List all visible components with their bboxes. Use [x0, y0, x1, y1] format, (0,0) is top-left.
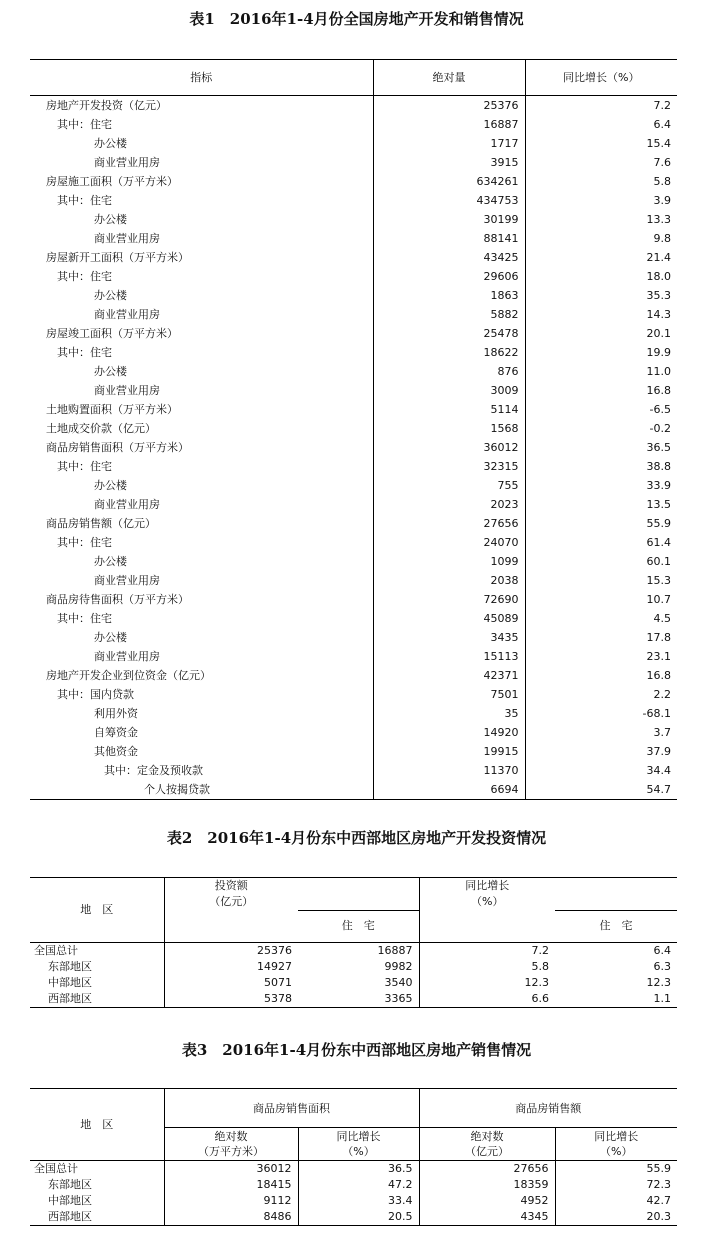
absolute-value: 14920 — [373, 723, 525, 742]
growth-value: 61.4 — [646, 536, 671, 549]
invest-value: 25376 — [257, 944, 292, 957]
absolute-value: 755 — [373, 476, 525, 495]
absolute-value: 18622 — [373, 343, 525, 362]
growth-value: 15.3 — [646, 574, 671, 587]
growth-value: 38.8 — [646, 460, 671, 473]
table-row — [30, 381, 677, 400]
table-row — [30, 975, 677, 991]
table2-title: 表2 2016年1-4月份东中西部地区房地产开发投资情况 — [166, 829, 547, 847]
sales-area-value: 8486 — [164, 1209, 298, 1226]
indicator-label: 其中：国内贷款 — [30, 685, 373, 704]
absolute-value: 15113 — [373, 647, 525, 666]
table2-header-growth-residential: 住 宅 — [555, 910, 677, 943]
region-label: 全国总计 — [30, 1161, 164, 1178]
table-row — [30, 1161, 677, 1178]
table2-header-growth-blank — [419, 910, 555, 943]
indicator-label: 其中：住宅 — [30, 191, 373, 210]
indicator-label: 自筹资金 — [30, 723, 373, 742]
indicator-label: 商业营业用房 — [30, 305, 373, 324]
invest-value: 14927 — [257, 960, 292, 973]
table-row — [30, 134, 677, 153]
table-row — [30, 438, 677, 457]
indicator-label: 土地成交价款（亿元） — [30, 419, 373, 438]
table-row — [30, 723, 677, 742]
growth-value: 36.5 — [646, 441, 671, 454]
sales-amount-growth: 42.7 — [646, 1194, 671, 1207]
region-label: 东部地区 — [30, 1177, 164, 1193]
indicator-label: 办公楼 — [30, 362, 373, 381]
indicator-label: 办公楼 — [30, 552, 373, 571]
growth-value: 5.8 — [653, 175, 671, 188]
table-row — [30, 343, 677, 362]
table-row — [30, 552, 677, 571]
table-row — [30, 419, 677, 438]
growth-value: 35.3 — [646, 289, 671, 302]
indicator-label: 其中：定金及预收款 — [30, 761, 373, 780]
table1-header-absolute: 绝对量 — [373, 60, 525, 96]
region-label: 全国总计 — [30, 943, 164, 960]
absolute-value: 32315 — [373, 457, 525, 476]
absolute-value: 72690 — [373, 590, 525, 609]
indicator-label: 房地产开发投资（亿元） — [30, 96, 373, 116]
table2-header-invest: 投资额 （亿元） — [164, 878, 298, 911]
indicator-label: 其中：住宅 — [30, 533, 373, 552]
indicator-label: 商业营业用房 — [30, 153, 373, 172]
indicator-label: 房屋施工面积（万平方米） — [30, 172, 373, 191]
table-row — [30, 248, 677, 267]
absolute-value: 35 — [373, 704, 525, 723]
growth-value: -68.1 — [642, 707, 671, 720]
growth-value: -6.5 — [649, 403, 671, 416]
table-row — [30, 685, 677, 704]
table-row — [30, 609, 677, 628]
table2-header-invest-residential: 住 宅 — [298, 910, 419, 943]
absolute-value: 876 — [373, 362, 525, 381]
growth-value: 13.3 — [646, 213, 671, 226]
absolute-value: 25376 — [373, 96, 525, 116]
sales-amount-growth: 72.3 — [646, 1178, 671, 1191]
table-row — [30, 761, 677, 780]
growth-value: 6.4 — [653, 118, 671, 131]
absolute-value: 16887 — [373, 115, 525, 134]
sales-area-growth: 20.5 — [298, 1209, 419, 1226]
table-row — [30, 267, 677, 286]
table2-header-invest-blank — [164, 910, 298, 943]
growth-value: 7.2 — [653, 99, 671, 112]
growth-residential-value: 12.3 — [646, 976, 671, 989]
growth-value: 16.8 — [646, 384, 671, 397]
table3-sub-amount-growth: 同比增长 （%） — [555, 1128, 677, 1161]
invest-value: 5378 — [164, 991, 298, 1008]
growth-value: 9.8 — [653, 232, 671, 245]
table-row — [30, 476, 677, 495]
absolute-value: 42371 — [373, 666, 525, 685]
table-row — [30, 153, 677, 172]
table2-header-invest-spacer — [298, 878, 419, 911]
growth-value: 55.9 — [646, 517, 671, 530]
growth-value: 20.1 — [646, 327, 671, 340]
table-row — [30, 1177, 677, 1193]
absolute-value: 45089 — [373, 609, 525, 628]
absolute-value: 5882 — [373, 305, 525, 324]
absolute-value: 3435 — [373, 628, 525, 647]
growth-value: -0.2 — [649, 422, 671, 435]
growth-value: 12.3 — [524, 976, 549, 989]
absolute-value: 1863 — [373, 286, 525, 305]
growth-value: 60.1 — [646, 555, 671, 568]
indicator-label: 商业营业用房 — [30, 571, 373, 590]
table-row — [30, 628, 677, 647]
table3-sub-area-abs: 绝对数 （万平方米） — [164, 1128, 298, 1161]
absolute-value: 3915 — [373, 153, 525, 172]
sales-area-growth: 47.2 — [298, 1177, 419, 1193]
indicator-label: 其他资金 — [30, 742, 373, 761]
table1-header-indicator: 指标 — [30, 60, 373, 96]
absolute-value: 7501 — [373, 685, 525, 704]
region-label: 中部地区 — [30, 975, 164, 991]
region-label: 中部地区 — [30, 1193, 164, 1209]
table2 — [30, 877, 677, 1008]
indicator-label: 办公楼 — [30, 134, 373, 153]
absolute-value: 88141 — [373, 229, 525, 248]
table-row — [30, 943, 677, 960]
table1-body — [30, 96, 677, 800]
table-row — [30, 457, 677, 476]
invest-value: 5071 — [264, 976, 292, 989]
table3-header-area: 商品房销售面积 — [164, 1089, 419, 1128]
indicator-label: 商业营业用房 — [30, 495, 373, 514]
absolute-value: 2038 — [373, 571, 525, 590]
growth-residential-value: 1.1 — [555, 991, 677, 1008]
growth-value: 3.9 — [653, 194, 671, 207]
invest-residential-value: 9982 — [298, 959, 419, 975]
table-row — [30, 191, 677, 210]
absolute-value: 434753 — [373, 191, 525, 210]
table-row — [30, 590, 677, 609]
table3-sub-area-growth: 同比增长 （%） — [298, 1128, 419, 1161]
table2-header-growth: 同比增长 （%） — [419, 878, 555, 911]
table1-header-growth: 同比增长（%） — [525, 60, 677, 96]
sales-amount-value: 4345 — [419, 1209, 555, 1226]
growth-value: 54.7 — [525, 780, 677, 800]
indicator-label: 商品房销售面积（万平方米） — [30, 438, 373, 457]
growth-value: 3.7 — [653, 726, 671, 739]
table3-sub-amount-abs: 绝对数 （亿元） — [419, 1128, 555, 1161]
growth-value: 6.6 — [419, 991, 555, 1008]
growth-value: 15.4 — [646, 137, 671, 150]
growth-value: 33.9 — [646, 479, 671, 492]
table-row — [30, 324, 677, 343]
region-label: 东部地区 — [30, 959, 164, 975]
table-row — [30, 115, 677, 134]
growth-value: 21.4 — [646, 251, 671, 264]
growth-value: 7.2 — [531, 944, 549, 957]
table-row — [30, 96, 677, 116]
growth-value: 18.0 — [646, 270, 671, 283]
table-row — [30, 533, 677, 552]
table-row — [30, 959, 677, 975]
indicator-label: 其中：住宅 — [30, 115, 373, 134]
table3 — [30, 1088, 677, 1226]
table-row — [30, 229, 677, 248]
table-row — [30, 1193, 677, 1209]
growth-value: 7.6 — [653, 156, 671, 169]
absolute-value: 25478 — [373, 324, 525, 343]
absolute-value: 3009 — [373, 381, 525, 400]
table-row — [30, 172, 677, 191]
absolute-value: 30199 — [373, 210, 525, 229]
absolute-value: 19915 — [373, 742, 525, 761]
absolute-value: 29606 — [373, 267, 525, 286]
table-row — [30, 305, 677, 324]
absolute-value: 6694 — [373, 780, 525, 800]
table-row — [30, 514, 677, 533]
growth-residential-value: 6.4 — [653, 944, 671, 957]
indicator-label: 个人按揭贷款 — [30, 780, 373, 800]
table-row — [30, 991, 677, 1008]
indicator-label: 土地购置面积（万平方米） — [30, 400, 373, 419]
table1 — [30, 59, 677, 800]
table3-header-region: 地 区 — [30, 1089, 164, 1161]
sales-amount-value: 18359 — [419, 1177, 555, 1193]
table-row — [30, 780, 677, 800]
indicator-label: 房屋竣工面积（万平方米） — [30, 324, 373, 343]
table-row — [30, 704, 677, 723]
indicator-label: 商品房待售面积（万平方米） — [30, 590, 373, 609]
table-row — [30, 666, 677, 685]
invest-residential-value: 3540 — [298, 975, 419, 991]
table2-body — [30, 943, 677, 1008]
table-row — [30, 495, 677, 514]
absolute-value: 24070 — [373, 533, 525, 552]
region-label: 西部地区 — [30, 991, 164, 1008]
sales-amount-value: 4952 — [419, 1193, 555, 1209]
invest-residential-value: 3365 — [298, 991, 419, 1008]
growth-value: 14.3 — [646, 308, 671, 321]
growth-value: 4.5 — [653, 612, 671, 625]
table1-title: 表1 2016年1-4月份全国房地产开发和销售情况 — [189, 10, 524, 28]
sales-amount-value: 27656 — [419, 1161, 555, 1178]
absolute-value: 43425 — [373, 248, 525, 267]
absolute-value: 36012 — [373, 438, 525, 457]
growth-value: 16.8 — [646, 669, 671, 682]
indicator-label: 办公楼 — [30, 286, 373, 305]
growth-value: 37.9 — [646, 745, 671, 758]
table-row — [30, 647, 677, 666]
table-row — [30, 210, 677, 229]
growth-value: 2.2 — [653, 688, 671, 701]
table2-header-region: 地 区 — [30, 878, 164, 943]
table-row — [30, 400, 677, 419]
indicator-label: 利用外资 — [30, 704, 373, 723]
absolute-value: 5114 — [373, 400, 525, 419]
sales-area-value: 18415 — [164, 1177, 298, 1193]
indicator-label: 其中：住宅 — [30, 609, 373, 628]
sales-amount-growth: 20.3 — [555, 1209, 677, 1226]
indicator-label: 办公楼 — [30, 628, 373, 647]
indicator-label: 其中：住宅 — [30, 457, 373, 476]
table3-title: 表3 2016年1-4月份东中西部地区房地产销售情况 — [181, 1041, 532, 1059]
invest-residential-value: 16887 — [298, 943, 419, 960]
absolute-value: 1568 — [373, 419, 525, 438]
indicator-label: 房屋新开工面积（万平方米） — [30, 248, 373, 267]
indicator-label: 其中：住宅 — [30, 343, 373, 362]
indicator-label: 商业营业用房 — [30, 229, 373, 248]
indicator-label: 其中：住宅 — [30, 267, 373, 286]
growth-value: 17.8 — [646, 631, 671, 644]
growth-value: 23.1 — [646, 650, 671, 663]
table-row — [30, 362, 677, 381]
absolute-value: 1717 — [373, 134, 525, 153]
indicator-label: 商业营业用房 — [30, 381, 373, 400]
absolute-value: 634261 — [373, 172, 525, 191]
absolute-value: 2023 — [373, 495, 525, 514]
indicator-label: 办公楼 — [30, 210, 373, 229]
table-row — [30, 742, 677, 761]
absolute-value: 11370 — [373, 761, 525, 780]
table-row — [30, 571, 677, 590]
table3-header-amount: 商品房销售额 — [419, 1089, 677, 1128]
growth-value: 5.8 — [531, 960, 549, 973]
indicator-label: 商品房销售额（亿元） — [30, 514, 373, 533]
growth-value: 19.9 — [646, 346, 671, 359]
indicator-label: 办公楼 — [30, 476, 373, 495]
indicator-label: 商业营业用房 — [30, 647, 373, 666]
absolute-value: 27656 — [373, 514, 525, 533]
table-row — [30, 286, 677, 305]
growth-residential-value: 6.3 — [653, 960, 671, 973]
sales-area-growth: 33.4 — [298, 1193, 419, 1209]
sales-area-growth: 36.5 — [298, 1161, 419, 1178]
growth-value: 13.5 — [646, 498, 671, 511]
table3-body — [30, 1161, 677, 1226]
table-row — [30, 1209, 677, 1226]
growth-value: 11.0 — [646, 365, 671, 378]
sales-amount-growth: 55.9 — [646, 1162, 671, 1175]
table2-header-growth-spacer — [555, 878, 677, 911]
growth-value: 34.4 — [646, 764, 671, 777]
sales-area-value: 9112 — [164, 1193, 298, 1209]
region-label: 西部地区 — [30, 1209, 164, 1226]
absolute-value: 1099 — [373, 552, 525, 571]
sales-area-value: 36012 — [164, 1161, 298, 1178]
growth-value: 10.7 — [646, 593, 671, 606]
indicator-label: 房地产开发企业到位资金（亿元） — [30, 666, 373, 685]
